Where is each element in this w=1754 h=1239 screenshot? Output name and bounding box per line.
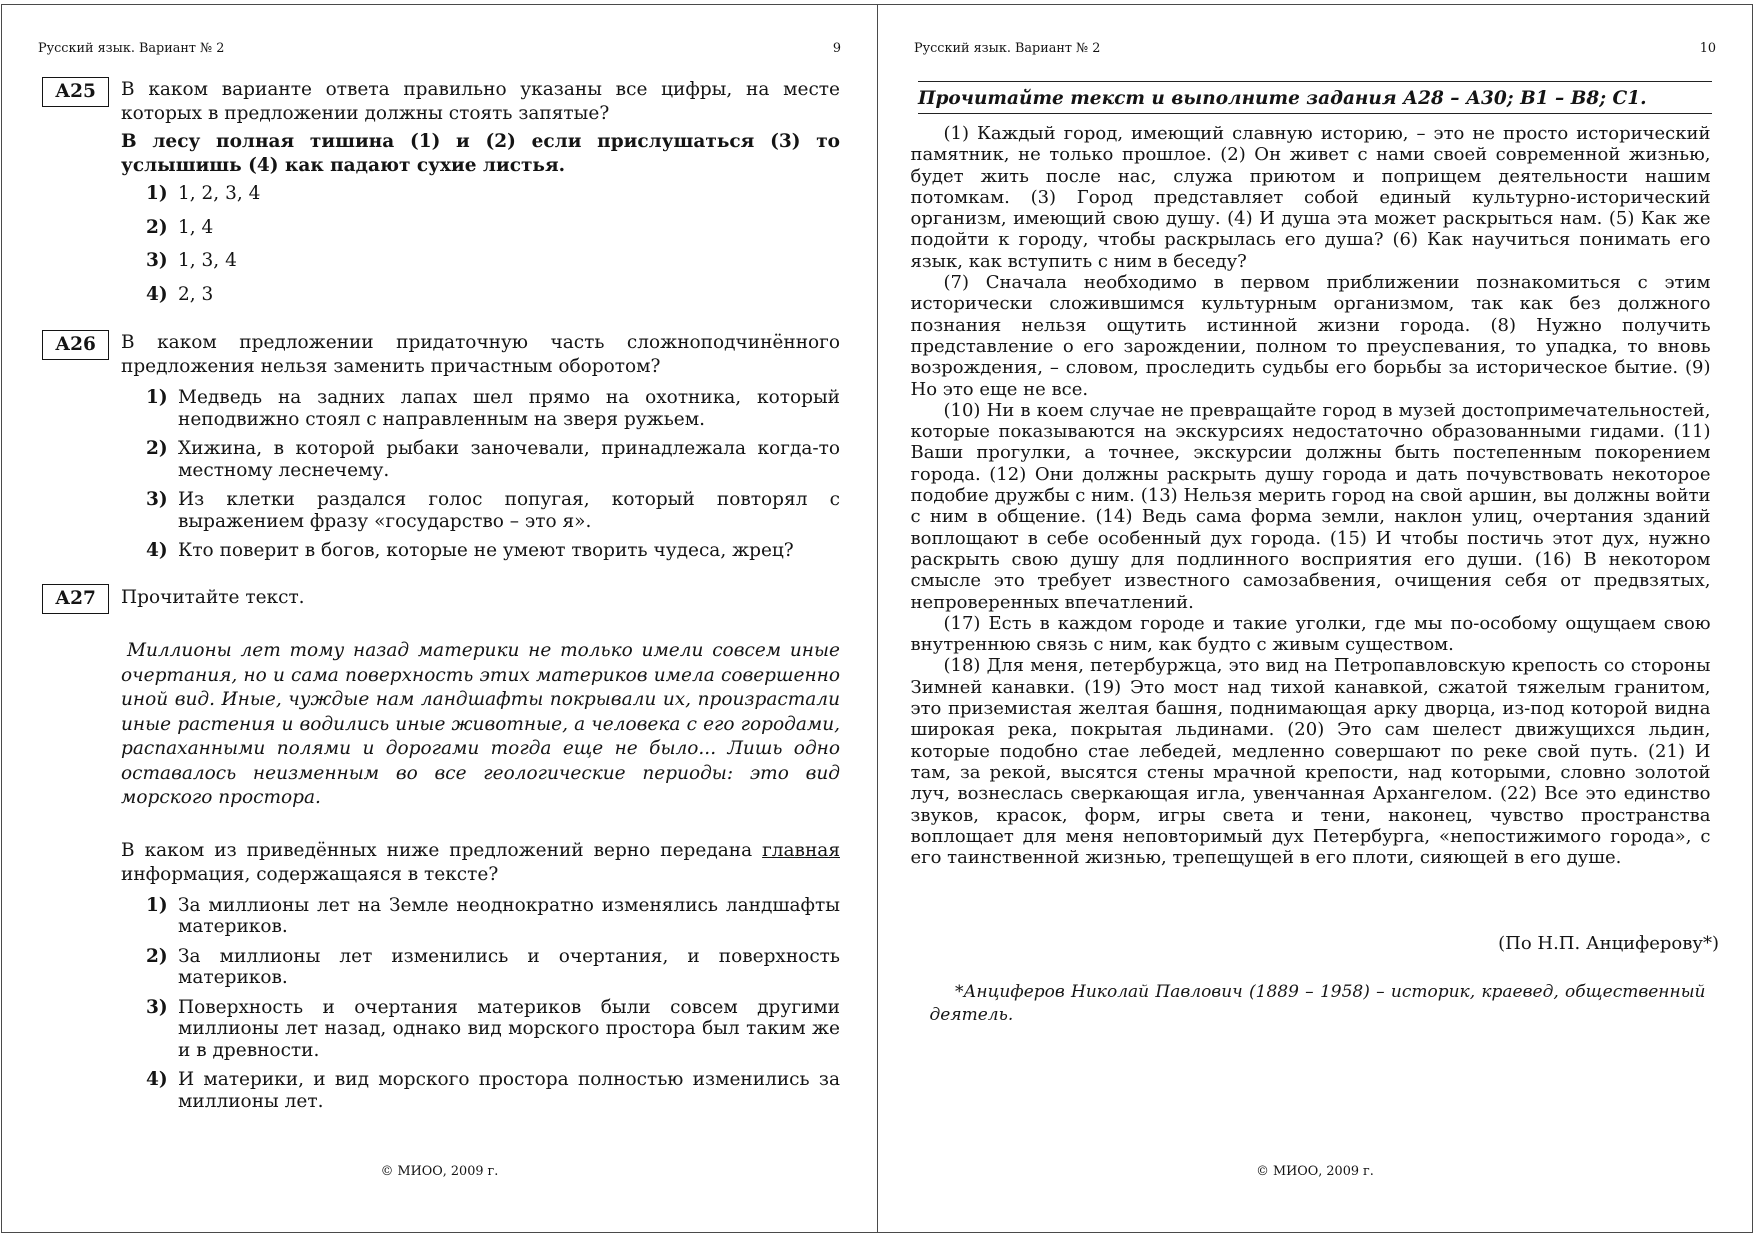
option-text: 1, 4: [178, 216, 214, 238]
page-header-title: Русский язык. Вариант № 2: [914, 41, 1101, 56]
option-text: За миллионы лет изменились и очертания, и поверхность материков.: [178, 945, 840, 989]
option-number: 3): [146, 250, 168, 271]
text-source: (По Н.П. Анциферову*): [1498, 933, 1719, 954]
option-number: 1): [146, 183, 168, 204]
answer-option: [121, 387, 840, 430]
page-footer: © МИОО, 2009 г.: [380, 1164, 499, 1179]
answer-option: [121, 540, 840, 562]
page-header-title: Русский язык. Вариант № 2: [38, 41, 225, 56]
reading-passage: Миллионы лет тому назад материки не только имели совсем иные очертания, но и сама поверхность этих материков имела совершенно иной вид. Иные, чуждые нам ландшафты покрывали их, произрастали иные растения и водились иные животные, а человека с его городами, распаханными полями и дорогами тогда еще не было... Лишь одно оставалось неизменным во все геологические периоды: это вид морского простора.: [121, 640, 840, 809]
option-number: 4): [146, 1069, 168, 1091]
answer-option: [121, 1069, 840, 1112]
answer-option: [121, 249, 840, 273]
answer-option: [121, 489, 840, 532]
paragraph: (18) Для меня, петербуржца, это вид на Петропавловскую крепость со стороны Зимней канавки. (19) Это мост над тихой канавкой, сжатой тяжелым гранитом, это приземистая желтая башня, поднимающая арку дворца, из-под которой видна широкая река, покрытая льдинами. (20) Это сам шелест движущихся льдин, которые подобно стае лебедей, медленно совершают по реке свой путь. (21) И там, за рекой, высятся стены мрачной крепости, над которыми, словно золотой луч, вознеслась сверкающая игла, увенчанная Архангелом. (22) Все это единство звуков, красок, форм, игры света и тени, наконец, чувство пространства воплощает для меня неповторимый дух Петербурга, «непостижимого города», с его таинственной жизнью, трепещущей в его плоти, сияющей в его душе.: [910, 655, 1711, 869]
answer-option: [121, 438, 840, 481]
question-text: В каком предложении придаточную часть сложноподчинённого предложения нельзя заменить причастным оборотом?: [121, 332, 840, 377]
option-text: За миллионы лет на Земле неоднократно изменялись ландшафты материков.: [178, 894, 840, 938]
page-number: 10: [1699, 41, 1716, 56]
page-9: [1, 4, 878, 1233]
paragraph: (1) Каждый город, имеющий славную историю, – это не просто исторический памятник, не только прошлое. (2) Он живет с нами своей современной жизнью, будет жить после нас, служа приютом и поприщем деятельности нашим потомкам. (3) Город представляет собой единый культурно-исторический организм, имеющий свою душу. (4) И душа эта может раскрыться нам. (5) Как же подойти к городу, чтобы раскрылась его душа? (6) Как научиться понимать его язык, как вступить с ним в беседу?: [910, 123, 1711, 272]
question-text: В каком варианте ответа правильно указаны все цифры, на месте которых в предложении должны стоять запятые?: [121, 79, 840, 124]
option-text: Из клетки раздался голос попугая, который повторял с выражением фразу «государство – это я».: [178, 489, 840, 532]
option-text: Поверхность и очертания материков были совсем другими миллионы лет назад, однако вид морского простора был таким же и в древности.: [178, 996, 840, 1061]
answer-option: [121, 895, 840, 938]
title-top-rule: [918, 81, 1712, 82]
task-label-a27: А27: [42, 584, 109, 614]
task-label-a25: А25: [42, 77, 109, 107]
task-sentence: В лесу полная тишина (1) и (2) если прислушаться (3) то услышишь (4) как падают сухие листья.: [121, 131, 840, 176]
task-a26: [121, 331, 840, 570]
answer-option: [121, 216, 840, 240]
option-number: 1): [146, 894, 168, 916]
task-a27: [121, 586, 840, 1120]
answer-option: [121, 283, 840, 307]
question-text-start: В каком из приведённых ниже предложений верно передана: [121, 839, 763, 861]
answer-options: [121, 895, 840, 1113]
paragraph: (10) Ни в коем случае не превращайте город в музей достопримечательностей, которые показываются на экскурсиях недостаточно образованными гидами. (11) Ваши прогулки, а точнее, экскурсии должны быть постепенным покорением города. (12) Они должны раскрыть душу города и дать почувствовать некоторое подобие дружбы с ним. (13) Нельзя мерить город на свой аршин, вы должны войти с ним в общение. (14) Ведь сама форма земли, наклон улиц, очертания зданий воплощают в себе особенный дух города. (15) И чтобы постичь этот дух, нужно раскрыть свою душу для подлинного восприятия его души. (16) В некотором смысле это требует известного самозабвения, очищения себя от предвзятых, непроверенных впечатлений.: [910, 399, 1711, 613]
option-number: 1): [146, 387, 168, 408]
answer-option: [121, 997, 840, 1062]
page-10: [877, 4, 1753, 1233]
option-text: Медведь на задних лапах шел прямо на охотника, который неподвижно стоял с направленным на зверя ружьем.: [178, 387, 840, 430]
option-text: Кто поверит в богов, которые не умеют творить чудеса, жрец?: [178, 540, 794, 561]
question-underlined-word: главная: [762, 839, 840, 861]
option-text: 2, 3: [178, 283, 214, 305]
option-number: 2): [146, 945, 168, 967]
question-text-end: информация, содержащаяся в тексте?: [121, 864, 499, 886]
question-text: [121, 839, 840, 888]
reading-title: Прочитайте текст и выполните задания А28 – А30; В1 – В8; С1.: [918, 87, 1647, 109]
page-footer: © МИОО, 2009 г.: [1256, 1164, 1374, 1179]
option-number: 3): [146, 996, 168, 1018]
task-intro: Прочитайте текст.: [121, 587, 305, 608]
option-text: 1, 2, 3, 4: [178, 183, 261, 204]
footnote: *Анциферов Николай Павлович (1889 – 1958) – историк, краевед, общественный деятель.: [929, 982, 1706, 1026]
option-text: И материки, и вид морского простора полностью изменились за миллионы лет.: [178, 1069, 840, 1112]
reading-text: [911, 123, 1711, 868]
title-bottom-rule: [918, 113, 1712, 114]
answer-option: [121, 946, 840, 989]
paragraph: (7) Сначала необходимо в первом приближении познакомиться с этим исторически сложившимся культурным организмом, так как без должного познания нельзя ощутить истинной жизни города. (8) Нужно получить представление о его зарождении, полном то преуспевания, то упадка, то вновь возрождения, – словом, проследить судьбы его борьбы за историческое бытие. (9) Но это еще не все.: [910, 272, 1711, 400]
task-a25: [121, 78, 840, 316]
answer-options: [121, 387, 840, 562]
paragraph: (17) Есть в каждом городе и такие уголки, где мы по-особому ощущаем свою внутреннюю связь с ним, как будто с живым существом.: [910, 612, 1711, 656]
option-text: Хижина, в которой рыбаки заночевали, принадлежала когда-то местному леснечему.: [178, 438, 840, 481]
option-number: 2): [146, 216, 168, 238]
option-number: 4): [146, 283, 168, 305]
option-number: 2): [146, 438, 168, 459]
option-text: 1, 3, 4: [178, 250, 237, 271]
answer-options: [121, 182, 840, 307]
page-number: 9: [832, 41, 841, 56]
task-label-a26: А26: [42, 330, 109, 360]
answer-option: [121, 182, 840, 206]
option-number: 4): [146, 540, 168, 561]
option-number: 3): [146, 489, 168, 510]
